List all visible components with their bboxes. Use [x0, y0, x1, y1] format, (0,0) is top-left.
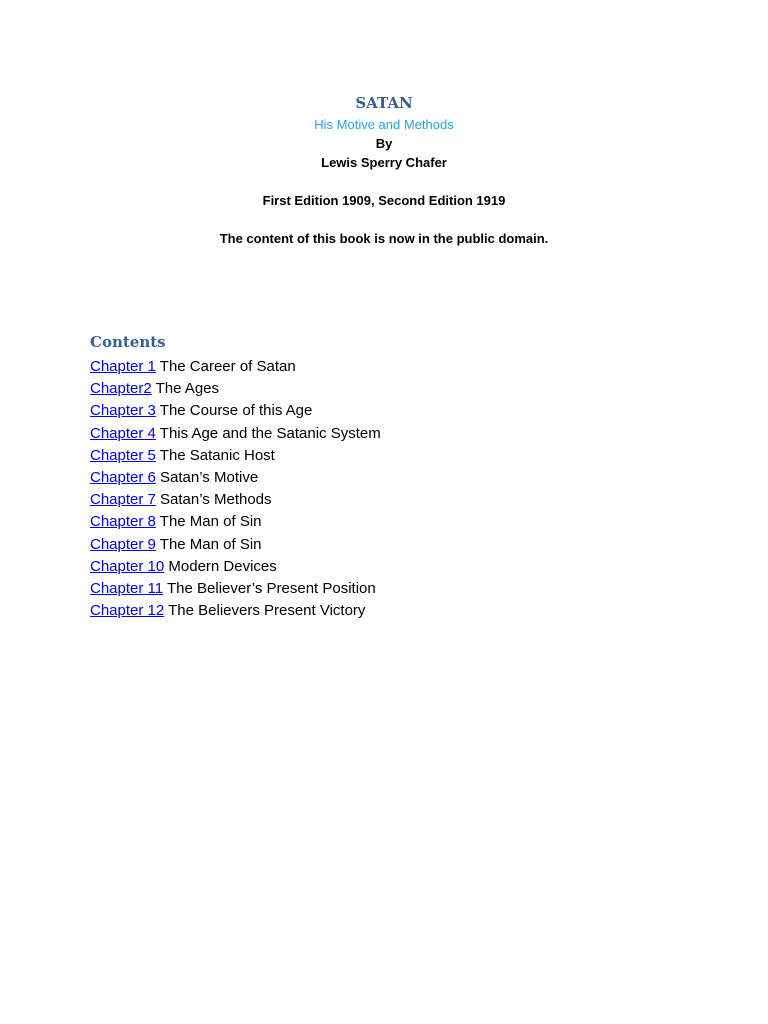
toc-item	[90, 489, 690, 511]
toc-list	[90, 356, 690, 622]
toc-title: The Man of Sin	[159, 535, 262, 553]
toc-item	[90, 534, 690, 556]
toc-item	[90, 445, 690, 467]
toc-link-chapter-8[interactable]: Chapter 8	[90, 513, 156, 531]
toc-link-chapter-3[interactable]: Chapter 3	[90, 402, 156, 420]
public-domain-notice: The content of this book is now in the public domain.	[219, 231, 549, 246]
toc-title: This Age and the Satanic System	[159, 424, 381, 442]
toc-title: The Man of Sin	[159, 513, 262, 531]
by-line: By	[375, 136, 393, 151]
edition-info: First Edition 1909, Second Edition 1919	[262, 193, 506, 208]
toc-title: Satan’s Methods	[160, 491, 272, 509]
toc-title: Modern Devices	[168, 557, 277, 575]
toc-item	[90, 511, 690, 533]
toc-link-chapter-7[interactable]: Chapter 7	[90, 491, 156, 509]
contents-heading: Contents	[90, 333, 166, 351]
title-block	[0, 93, 768, 248]
toc-title: The Believer’s Present Position	[167, 580, 376, 598]
toc-title: The Satanic Host	[159, 446, 275, 464]
table-of-contents	[90, 332, 690, 622]
toc-item	[90, 378, 690, 400]
toc-item	[90, 423, 690, 445]
author-name: Lewis Sperry Chafer	[321, 155, 447, 170]
toc-link-chapter-9[interactable]: Chapter 9	[90, 535, 156, 553]
toc-title: Satan’s Motive	[160, 469, 259, 487]
toc-link-chapter-11[interactable]: Chapter 11	[90, 580, 164, 598]
toc-link-chapter-6[interactable]: Chapter 6	[90, 469, 156, 487]
toc-title: The Career of Satan	[159, 358, 296, 375]
toc-title: The Ages	[155, 380, 220, 398]
toc-item	[90, 600, 690, 622]
book-title: SATAN	[355, 94, 413, 112]
book-subtitle: His Motive and Methods	[314, 117, 454, 132]
toc-item	[90, 356, 690, 378]
toc-link-chapter-2[interactable]: Chapter2	[90, 380, 152, 398]
toc-title: The Believers Present Victory	[168, 602, 366, 620]
toc-link-chapter-4[interactable]: Chapter 4	[90, 424, 156, 442]
toc-link-chapter-12[interactable]: Chapter 12	[90, 602, 165, 620]
toc-item	[90, 578, 690, 600]
toc-title: The Course of this Age	[159, 402, 313, 420]
toc-item	[90, 556, 690, 578]
toc-item	[90, 467, 690, 489]
toc-link-chapter-5[interactable]: Chapter 5	[90, 446, 156, 464]
toc-link-chapter-1[interactable]: Chapter 1	[90, 358, 156, 375]
toc-item	[90, 400, 690, 422]
toc-link-chapter-10[interactable]: Chapter 10	[90, 557, 165, 575]
